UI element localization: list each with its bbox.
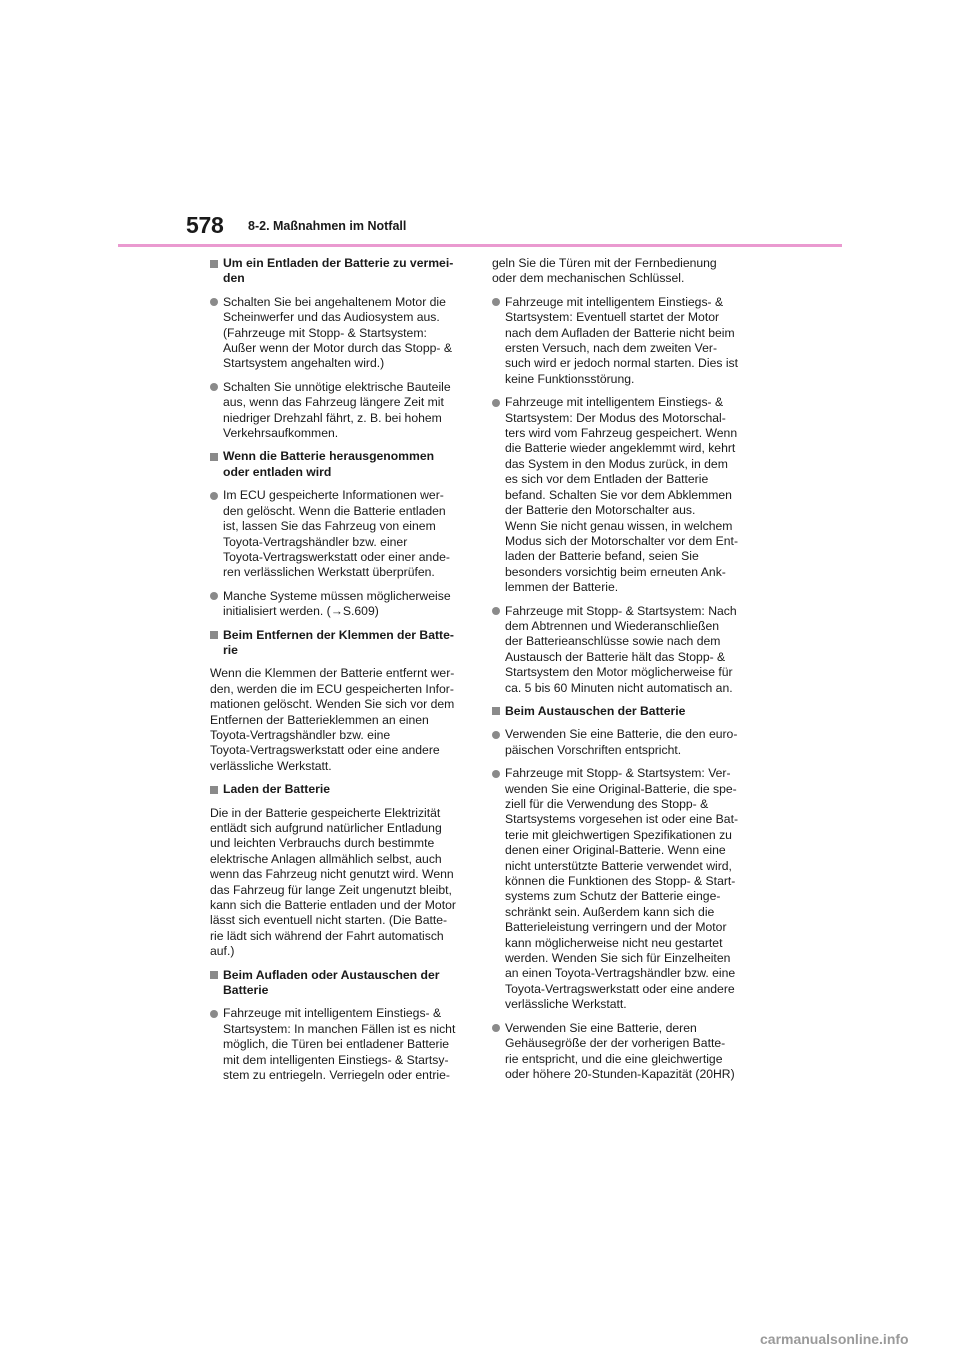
round-bullet-icon (492, 1024, 500, 1032)
bullet-text: Verwenden Sie eine Batterie, die den euro- päischen Vorschriften entspricht. (505, 727, 738, 757)
bullet-item (492, 395, 750, 595)
bullet-text: Fahrzeuge mit intelligentem Einstiegs- & Startsystem: Eventuell startet der Motor nach dem Aufladen der Batterie nicht beim ersten Versuch, nach dem zweiten Ver- such wird er jedoch normal starten. Dies ist keine Funktionsstörung. (505, 294, 739, 386)
bullet-item (492, 1021, 750, 1083)
square-bullet-icon (210, 971, 218, 979)
heading-text: Laden der Batterie (223, 782, 331, 797)
square-bullet-icon (492, 707, 500, 715)
heading-text: Beim Aufladen oder Austauschen der Batterie (223, 967, 440, 998)
round-bullet-icon (492, 607, 500, 615)
header-rule (118, 244, 842, 247)
bullet-text: Schalten Sie bei angehaltenem Motor die Scheinwerfer und das Audiosystem aus. (Fahrzeuge mit Stopp- & Startsystem: Außer wenn der Motor durch das Stopp- & Startsystem angehalten wird.) (223, 294, 452, 371)
bullet-item (492, 766, 750, 1013)
section-heading (210, 628, 468, 659)
bullet-item (210, 295, 468, 372)
bullet-item (210, 1006, 468, 1083)
heading-text: Beim Entfernen der Klemmen der Batte- rie (223, 627, 454, 657)
round-bullet-icon (492, 770, 500, 778)
bullet-text: Im ECU gespeicherte Informationen wer- den gelöscht. Wenn die Batterie entladen ist, lassen Sie das Fahrzeug von einem Toyota-Vertragshändler bzw. einer Toyota-Vertragswerkstatt oder einer ande- ren verlässlichen Werkstatt überprüfen. (223, 488, 450, 580)
bullet-item (492, 604, 750, 696)
round-bullet-icon (210, 492, 218, 500)
bullet-item (210, 488, 468, 580)
square-bullet-icon (210, 453, 218, 461)
watermark: carmanualsonline.info (760, 1331, 909, 1347)
heading-text: Beim Austauschen der Batterie (505, 703, 686, 718)
round-bullet-icon (210, 383, 218, 391)
body-paragraph: Die in der Batterie gespeicherte Elektrizität entlädt sich aufgrund natürlicher Entladung und leichten Verbrauchs durch bestimmte elektrische Anlagen allmählich selbst, auch wenn das Fahrzeug nicht genutzt wird. Wenn das Fahrzeug für lange Zeit ungenutzt bleibt, kann sich die Batterie entladen und der Motor lässt sich eventuell nicht starten. (Die Batte- rie lädt sich während der Fahrt automatisch auf.) (210, 805, 456, 959)
left-column (210, 256, 468, 1092)
bullet-item (210, 589, 468, 620)
round-bullet-icon (492, 298, 500, 306)
square-bullet-icon (210, 631, 218, 639)
bullet-text: Verwenden Sie eine Batterie, deren Gehäusegröße der der vorherigen Batte- rie entspricht, und die eine gleichwertige oder höhere 20-Stunden-Kapazität (20HR) (505, 1020, 735, 1081)
bullet-item (492, 727, 750, 758)
section-heading (210, 968, 468, 999)
bullet-text: Fahrzeuge mit intelligentem Einstiegs- & Startsystem: Der Modus des Motorschal- ters wird vom Fahrzeug gespeichert. Wenn die Batterie wieder angeklemmt wird, kehrt das System in den Modus zurück, in dem es sich vor dem Entladen der Batterie befand. Schalten Sie vor dem Abklemmen der Batterie den Motorschalter aus. Wenn Sie nicht genau wissen, in welchem Modus sich der Motorschalter vor dem Ent- laden der Batterie befand, seien Sie besonders vorsichtig beim erneuten Ank- lemmen der Batterie. (505, 395, 739, 595)
bullet-item (492, 295, 750, 387)
section-heading (210, 449, 468, 480)
round-bullet-icon (210, 592, 218, 600)
page-number: 578 (186, 212, 224, 238)
bullet-text: Manche Systeme müssen möglicherweise initialisiert werden. (→S.609) (223, 588, 451, 619)
bullet-text: Fahrzeuge mit Stopp- & Startsystem: Ver- wenden Sie eine Original-Batterie, die spe- ziell für die Verwendung des Stopp- & Startsystems vorgesehen ist oder eine Bat- terie mit gleichwertigen Spezifikationen zu denen einer Original-Batterie. Wenn eine nicht unterstützte Batterie verwendet wird, können die Funktionen des Stopp- & Start- systems zum Schutz der Batterie einge- schränkt sein. Außerdem kann sich die Batterieleistung verringern und der Motor kann möglicherweise nicht neu gestartet werden. Wenden Sie sich für Einzelheiten an einen Toyota-Vertragshändler bzw. eine Toyota-Vertragswerkstatt oder eine andere verlässliche Werkstatt. (505, 766, 739, 1012)
bullet-text: Schalten Sie unnötige elektrische Bauteile aus, wenn das Fahrzeug längere Zeit mit niedriger Drehzahl fährt, z. B. bei hohem Verkehrsaufkommen. (223, 379, 451, 441)
section-heading (210, 782, 468, 797)
bullet-text: Fahrzeuge mit intelligentem Einstiegs- & Startsystem: In manchen Fällen ist es nicht möglich, die Türen bei entladener Batterie mit dem intelligenten Einstiegs- & Startsy- stem zu entriegeln. Verriegeln oder entrie- (223, 1006, 456, 1083)
square-bullet-icon (210, 260, 218, 268)
section-title: 8-2. Maßnahmen im Notfall (248, 219, 407, 233)
right-column (492, 256, 750, 1090)
section-heading (210, 256, 468, 287)
bullet-item (210, 380, 468, 442)
square-bullet-icon (210, 786, 218, 794)
bullet-text: Fahrzeuge mit Stopp- & Startsystem: Nach dem Abtrennen und Wiederanschließen der Batterieanschlüsse sowie nach dem Austausch der Batterie hält das Stopp- & Startsystem den Motor möglicherweise für ca. 5 bis 60 Minuten nicht automatisch an. (505, 603, 737, 695)
body-paragraph: Wenn die Klemmen der Batterie entfernt wer- den, werden die im ECU gespeicherten Infor- mationen gelöscht. Wenden Sie sich vor dem Entfernen der Batterieklemmen an einen Toyota-Vertragshändler bzw. eine Toyota-Vertragswerkstatt oder eine andere verlässliche Werkstatt. (210, 666, 455, 773)
round-bullet-icon (492, 399, 500, 407)
section-heading (492, 704, 750, 719)
round-bullet-icon (210, 298, 218, 306)
round-bullet-icon (492, 731, 500, 739)
body-paragraph: geln Sie die Türen mit der Fernbedienung oder dem mechanischen Schlüssel. (492, 256, 717, 286)
heading-text: Wenn die Batterie herausgenommen oder entladen wird (223, 449, 435, 479)
heading-text: Um ein Entladen der Batterie zu vermei- den (223, 256, 454, 286)
round-bullet-icon (210, 1010, 218, 1018)
